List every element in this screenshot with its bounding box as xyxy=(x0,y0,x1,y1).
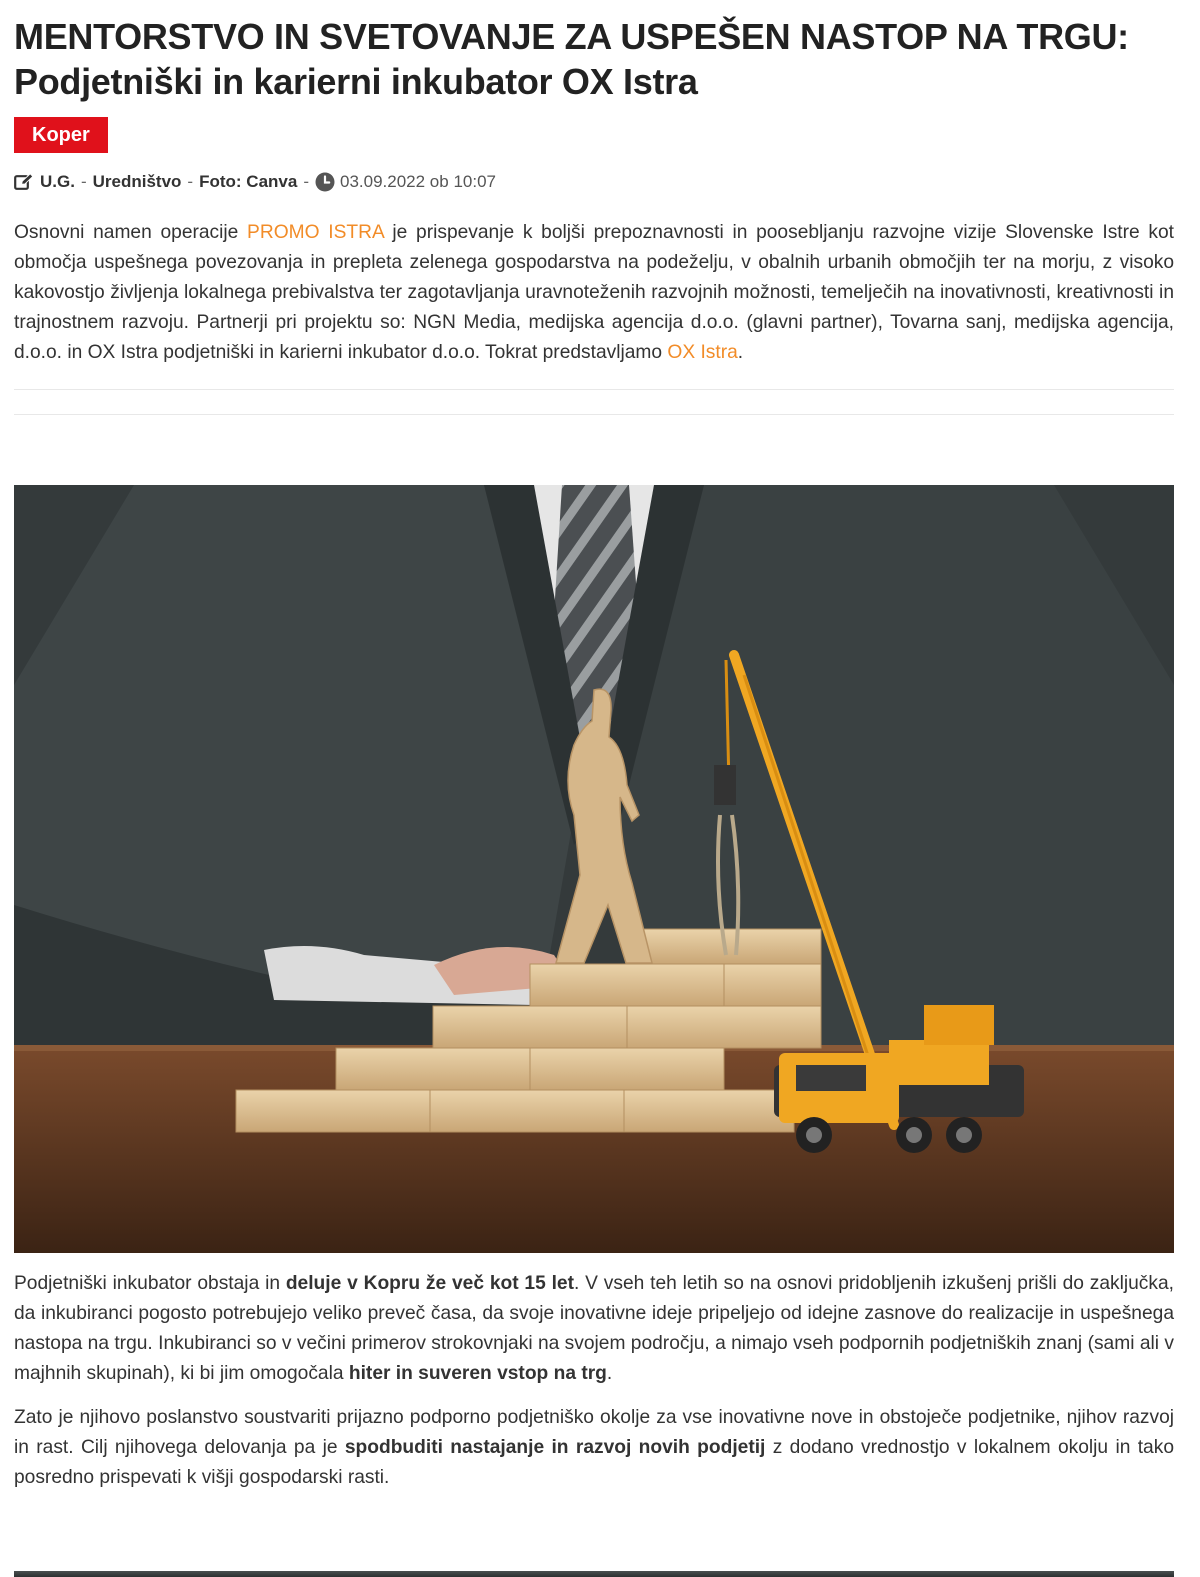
body-paragraph-1 xyxy=(14,1269,1174,1389)
next-image-edge xyxy=(14,1571,1174,1577)
text-run: . xyxy=(606,1363,613,1384)
promo-istra-link[interactable]: PROMO ISTRA xyxy=(247,222,384,243)
text-run: je prispevanje k boljši prepoznavnosti in poosebljanju razvojne vizije Slovenske Istre kot območja uspešnega povezovanja in prepleta zelenega gospodarstva na podeželju, v obalnih urbanih območjih ter na morju, z visoko kakovostjo življenja lokalnega prebivalstva ter zagotavljanja uravnoteženih razvojnih možnosti, temelječih na inovativnosti, kreativnosti in trajnostnem razvoju. Partnerji pri projektu so: NGN Media, medijska agencija d.o.o. (glavni partner), Tovarna sanj, medijska agencija, d.o.o. in OX Istra podjetniški in karierni inkubator d.o.o. Tokrat predstavljamo xyxy=(14,222,1174,363)
desk-name: Uredništvo xyxy=(92,172,182,191)
bold-text: deluje v Kopru že več kot 15 let xyxy=(285,1273,574,1294)
article-title-line-1: MENTORSTVO IN SVETOVANJE ZA USPEŠEN NASTOP NA TRGU: xyxy=(14,16,1129,57)
ox-istra-link[interactable]: OX Istra xyxy=(667,342,738,363)
text-run: . xyxy=(737,342,744,363)
category-row xyxy=(14,104,1174,153)
article xyxy=(14,0,1174,1493)
text-run: Zato je njihovo poslanstvo soustvariti prijazno podporno podjetniško okolje za vse inovativne nove in obstoječe podjetnike, njihov razvoj in rast. Cilj njihovega delovanja pa je xyxy=(14,1407,1174,1458)
meta-separator: - xyxy=(303,172,309,191)
author-name: U.G. xyxy=(40,172,75,191)
photo-credit: Foto: Canva xyxy=(199,172,298,191)
text-run: . V vseh teh letih so na osnovi pridobljenih izkušenj prišli do zaključka, da inkubiranci pogosto potrebujejo veliko preveč časa, da svoje inovativne ideje pripeljejo od idejne zasnove do realizacije in uspešnega nastopa na trgu. Inkubiranci so v večini primerov strokovnjaki na svojem področju, a nimajo vseh podpornih podjetniških znanj (sami ali v majhnih skupinah), ki bi jim omogočala xyxy=(14,1273,1174,1384)
text-run: Osnovni namen operacije xyxy=(14,222,248,243)
article-title-line-2: Podjetniški in karierni inkubator OX Istra xyxy=(14,61,698,102)
divider xyxy=(14,414,1174,415)
bold-text: hiter in suveren vstop na trg xyxy=(348,1363,607,1384)
article-title xyxy=(14,0,1174,104)
article-meta xyxy=(14,170,1174,194)
article-photo xyxy=(14,485,1174,1253)
text-run: Podjetniški inkubator obstaja in xyxy=(14,1273,286,1294)
edit-icon xyxy=(14,173,34,191)
text-run: z dodano vrednostjo v lokalnem okolju in tako posredno prispevati k višji gospodarski rasti. xyxy=(14,1437,1174,1488)
body-paragraph-2 xyxy=(14,1403,1174,1493)
meta-separator: - xyxy=(80,172,87,191)
clock-icon xyxy=(315,172,335,192)
intro-paragraph xyxy=(14,218,1174,368)
publish-date: 03.09.2022 ob 10:07 xyxy=(340,172,496,191)
divider xyxy=(14,389,1174,390)
category-tag[interactable]: Koper xyxy=(14,117,108,153)
bold-text: spodbuditi nastajanje in razvoj novih podjetij xyxy=(344,1437,766,1458)
meta-separator: - xyxy=(187,172,194,191)
